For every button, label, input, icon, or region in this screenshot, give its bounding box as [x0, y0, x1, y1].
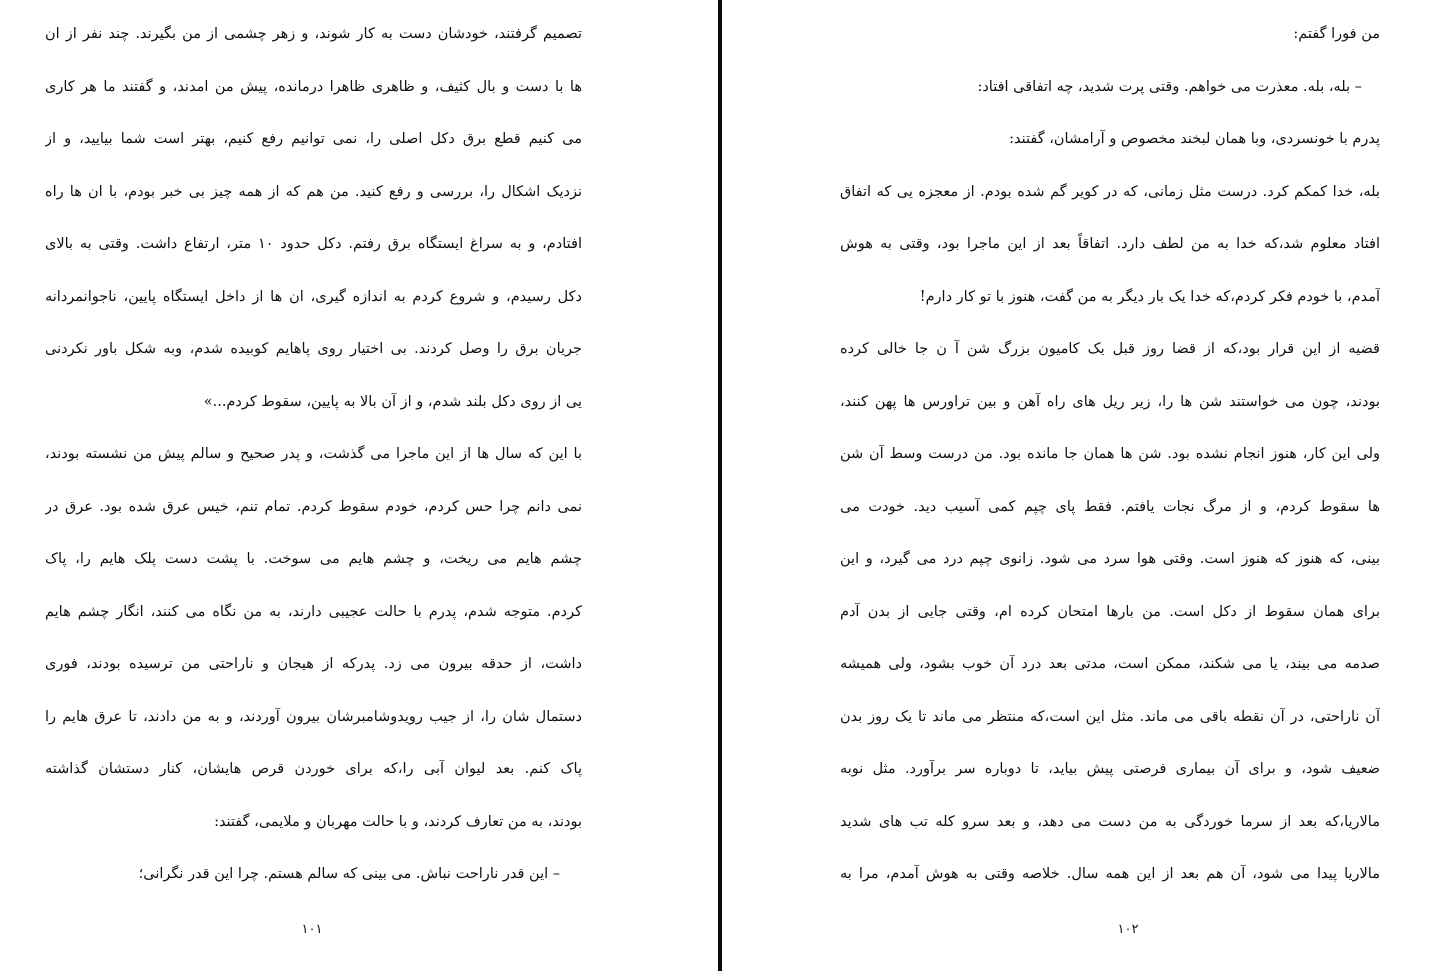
text-line: بله، خدا کمکم کرد. درست مثل زمانی، که در کویر گم شده بودم. از معجزه یی که اتفاق — [840, 183, 1380, 200]
text-line: ها سقوط کردم، و از مرگ نجات یافتم. فقط پای چپم کمی آسیب دید. خودت می — [840, 498, 1380, 515]
text-line: مالاریا پیدا می شود، آن هم بعد از این همه سال. خلاصه وقتی به هوش آمدم، مرا به — [840, 866, 1380, 882]
dialogue-line: – این قدر ناراحت نباش. می بینی که سالم هستم. چرا این قدر نگرانی؛ — [138, 866, 560, 882]
text-line: بودند، چون می خواستند شن ها را، زیر ریل های راه آهن و بین تراورس ها پهن کنند، — [840, 393, 1380, 410]
text-line: کردم. متوجه شدم، پدرم با حالت عجیبی دارند، به من نگاه می کنند، انگار چشم هایم — [45, 603, 582, 620]
text-line: آمدم، با خودم فکر کردم،که خدا یک بار دیگر به من گفت، هنوز با تو کار دارم! — [919, 288, 1380, 305]
text-line: من فورا گفتم: — [1293, 26, 1380, 42]
text-line: پاک کنم. بعد لیوان آبی را،که برای خوردن قرص هایشان، کنار دستشان گذاشته — [45, 761, 582, 777]
text-line: تصمیم گرفتند، خودشان دست به کار شوند، و زهر چشمی از من بگیرند. چند نفر از ان — [45, 26, 582, 42]
text-line: برای همان سقوط از دکل است. من بارها امتحان کرده ام، وقتی جایی از بدن آدم — [840, 603, 1380, 620]
text-line: یی از روی دکل بلند شدم، و از آن بالا به پایین، سقوط کردم...» — [203, 393, 582, 410]
left-page — [0, 0, 718, 971]
text-line: داشت، از حدقه بیرون می زد. پدرکه از هیجان و ناراحتی من ترسیده بودند، فوری — [45, 656, 582, 672]
text-line: افتاد معلوم شد،که خدا به من لطف دارد. اتفاقاً بعد از این ماجرا بود، وقتی به هوش — [840, 236, 1380, 252]
page-number: ۱۰۱ — [301, 922, 323, 937]
text-line: بینی، که هنوز که هنوز است. وقتی هوا سرد می شود. زانوی چپم درد می گیرد، و این — [840, 551, 1380, 567]
text-line: ضعیف شود، و برای آن بیماری فرصتی پیش بیاید، تا دوباره سر برآورد. مثل نوبه — [840, 761, 1380, 777]
text-line: مالاریا،که بعد از سرما خوردگی به من دست می دهد، و بعد سرو کله تب های شدید — [840, 813, 1380, 830]
text-line: آن ناراحتی، در آن نقطه باقی می ماند. مثل این است،که منتظر می ماند تا یک روز بدن — [840, 708, 1380, 725]
text-line: صدمه می بیند، یا می شکند، ممکن است، مدتی بعد درد آن خوب بشود، ولی همیشه — [840, 656, 1380, 672]
text-line: با این که سال ها از این ماجرا می گذشت، و پدر صحیح و سالم پیش من نشسته بودند، — [45, 446, 582, 462]
text-line: قضیه از این قرار بود،که از قضا روز قبل یک کامیون بزرگ شن آ ن جا خالی کرده — [840, 341, 1380, 357]
text-line: نزدیک اشکال را، بررسی و رفع کنید. من هم که از همه چیز بی خبر بودم، با ان ها راه — [45, 183, 582, 200]
text-line: بودند، به من تعارف کردند، و با حالت مهربان و ملایمی، گفتند: — [214, 813, 582, 830]
text-line: پدرم با خونسردی، وبا همان لبخند مخصوص و آرامشان، گفتند: — [1009, 131, 1380, 147]
text-line: ها با دست و بال کثیف، و ظاهری ظاهرا درمانده، پیش من امدند، و گفتند ما هر کاری — [45, 78, 582, 95]
text-line: افتادم، و به سراغ ایستگاه برق رفتم. دکل حدود ۱۰ متر، ارتفاع داشت. وقتی به بالای — [45, 236, 582, 252]
text-line: چشم هایم می ریخت، و چشم هایم می سوخت. با پشت دست پلک هایم را، پاک — [45, 551, 582, 567]
left-page-text — [45, 8, 582, 901]
right-page — [722, 0, 1442, 971]
text-line: جریان برق را وصل کردند. بی اختیار روی پاهایم کوبیده شدم، وبه شکل باور نکردنی — [45, 341, 582, 357]
text-line: نمی دانم چرا حس کردم، خودم سقوط کردم. تمام تنم، خیس عرق شده بود. عرق در — [45, 498, 582, 515]
right-page-text — [840, 8, 1380, 901]
text-line: دستمال شان را، از جیب رویدوشامبرشان بیرون آوردند، و به من دادند، تا عرق هایم را — [45, 708, 582, 725]
text-line: دکل رسیدم، و شروع کردم به اندازه گیری، ان ها از داخل ایستگاه پایین، ناجوانمردانه — [45, 288, 582, 305]
text-line: ولی این کار، هنوز انجام نشده بود. شن ها همان جا مانده بود. من درست وسط آن شن — [840, 446, 1380, 462]
dialogue-line: – بله، بله. معذرت می خواهم. وقتی پرت شدید، چه اتفاقی افتاد: — [977, 78, 1362, 95]
text-line: می کنیم قطع برق دکل اصلی را، نمی توانیم رفع کنیم، بهتر است شما بیایید، و از — [45, 131, 582, 147]
page-number: ۱۰۲ — [1117, 922, 1139, 937]
